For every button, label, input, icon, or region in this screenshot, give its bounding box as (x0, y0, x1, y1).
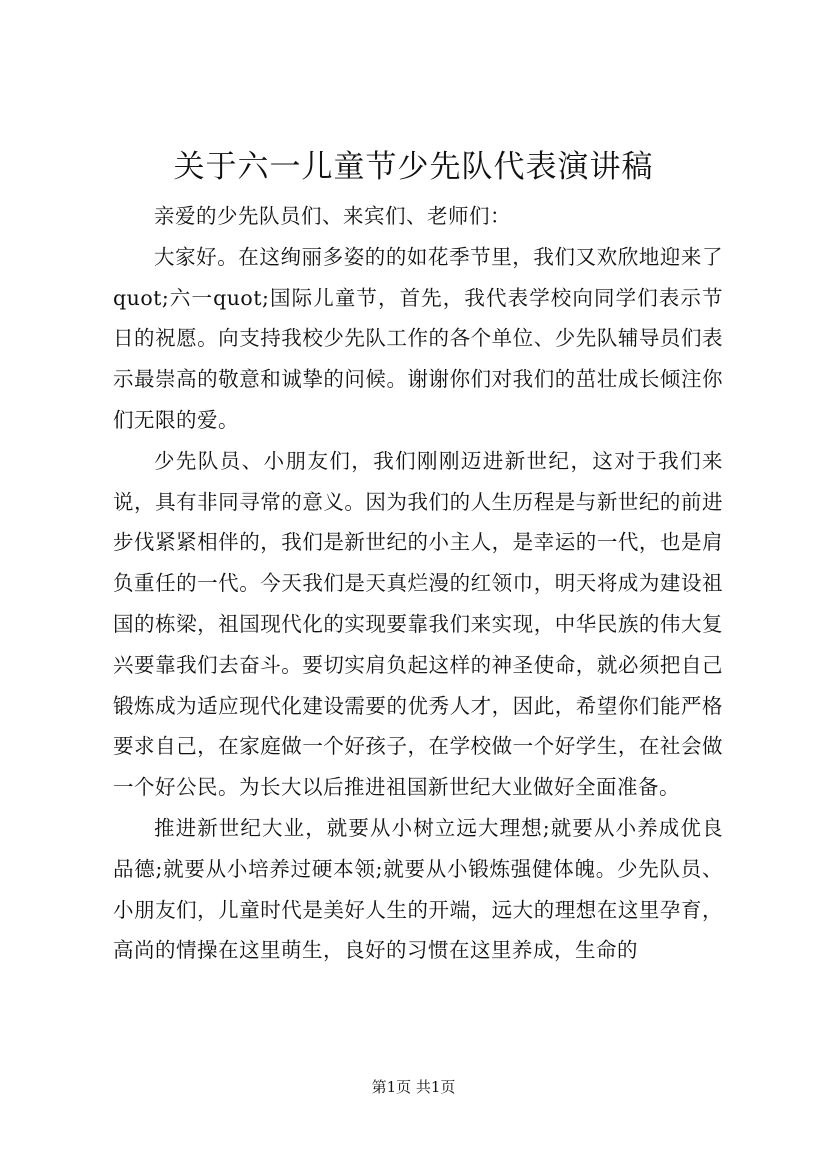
document-body (113, 196, 723, 971)
paragraph-greeting: 亲爱的少先队员们、来宾们、老师们： (154, 204, 511, 228)
paragraph-1: 大家好。在这绚丽多姿的的如花季节里，我们又欢欣地迎来了quot;六一quot;国际儿童节，首先，我代表学校向同学们表示节日的祝愿。向支持我校少先队工作的各个单位、少先队辅导员们表示最崇高的敬意和诚挚的问候。谢谢你们对我们的茁壮成长倾注你们无限的爱。 (113, 244, 723, 432)
page-footer: 第1页 共1页 (371, 1078, 456, 1096)
document-title: 关于六一儿童节少先队代表演讲稿 (173, 149, 654, 185)
paragraph-3: 推进新世纪大业，就要从小树立远大理想;就要从小养成优良品德;就要从小培养过硬本领;就要从小锻炼强健体魄。少先队员、小朋友们，儿童时代是美好人生的开端，远大的理想在这里孕育，高尚的情操在这里萌生，良好的习惯在这里养成，生命的 (113, 815, 723, 963)
paragraph-2: 少先队员、小朋友们，我们刚刚迈进新世纪，这对于我们来说，具有非同寻常的意义。因为我们的人生历程是与新世纪的前进步伐紧紧相伴的，我们是新世纪的小主人，是幸运的一代，也是肩负重任的一代。今天我们是天真烂漫的红领巾，明天将成为建设祖国的栋梁，祖国现代化的实现要靠我们来实现，中华民族的伟大复兴要靠我们去奋斗。要切实肩负起这样的神圣使命，就必须把自己锻炼成为适应现代化建设需要的优秀人才，因此，希望你们能严格要求自己，在家庭做一个好孩子，在学校做一个好学生，在社会做一个好公民。为长大以后推进祖国新世纪大业做好全面准备。 (113, 448, 723, 800)
